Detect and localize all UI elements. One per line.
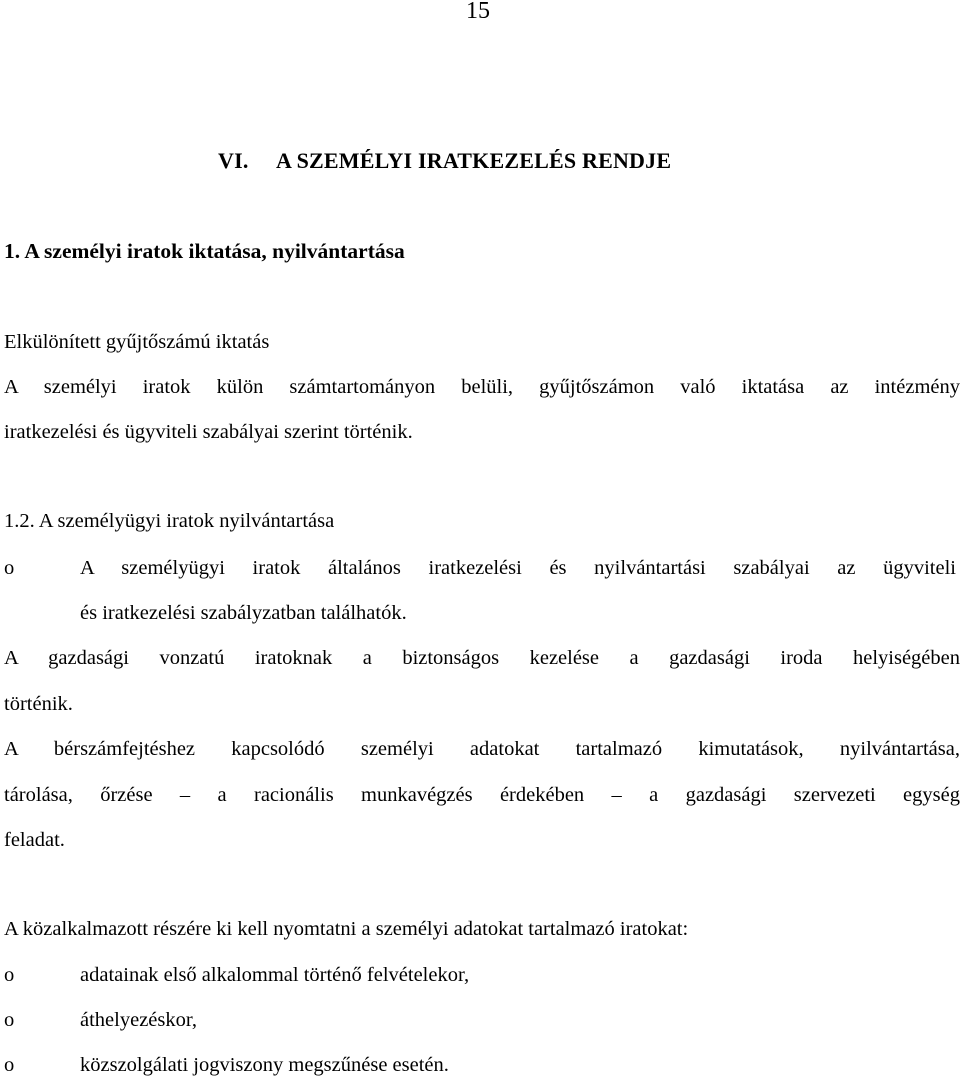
chapter-number: VI. <box>218 148 249 173</box>
block2-bullet-line-1: A személyügyi iratok általános iratkezelési és nyilvántartási szabályai az ügyviteli <box>80 557 956 579</box>
block2-para2-line-2: tárolása, őrzése – a racionális munkavégzés érdekében – a gazdasági szervezeti egység <box>4 784 960 806</box>
block2-para2-line-1: A bérszámfejtéshez kapcsolódó személyi adatokat tartalmazó kimutatások, nyilvántartása, <box>4 738 960 760</box>
section-title: 1. A személyi iratok iktatása, nyilvántartása <box>4 239 405 263</box>
chapter-title-text: A SZEMÉLYI IRATKEZELÉS RENDJE <box>276 148 672 173</box>
bullet-marker: o <box>4 964 15 986</box>
block1-line-1: A személyi iratok külön számtartományon belüli, gyűjtőszámon való iktatása az intézmény <box>4 376 960 398</box>
block1-heading: Elkülönített gyűjtőszámú iktatás <box>4 331 270 353</box>
list-item: adatainak első alkalommal történő felvételekor, <box>80 964 470 986</box>
block2-heading: 1.2. A személyügyi iratok nyilvántartása <box>4 510 335 532</box>
list-item: közszolgálati jogviszony megszűnése esetén. <box>80 1054 449 1076</box>
block2-bullet-line-2: és iratkezelési szabályzatban találhatók. <box>80 602 407 624</box>
bullet-marker: o <box>4 1054 15 1076</box>
bullet-marker: o <box>4 557 15 579</box>
block1-line-2: iratkezelési és ügyviteli szabályai szerint történik. <box>4 421 413 443</box>
page-number: 15 <box>466 0 490 24</box>
block2-para2-line-3: feladat. <box>4 829 65 851</box>
block3-intro: A közalkalmazott részére ki kell nyomtatni a személyi adatokat tartalmazó iratokat: <box>4 918 689 940</box>
list-item: áthelyezéskor, <box>80 1009 197 1031</box>
bullet-marker: o <box>4 1009 15 1031</box>
block2-para1-line-1: A gazdasági vonzatú iratoknak a biztonságos kezelése a gazdasági iroda helyiségében <box>4 647 960 669</box>
block2-para1-line-2: történik. <box>4 693 73 715</box>
chapter-title <box>218 147 671 175</box>
